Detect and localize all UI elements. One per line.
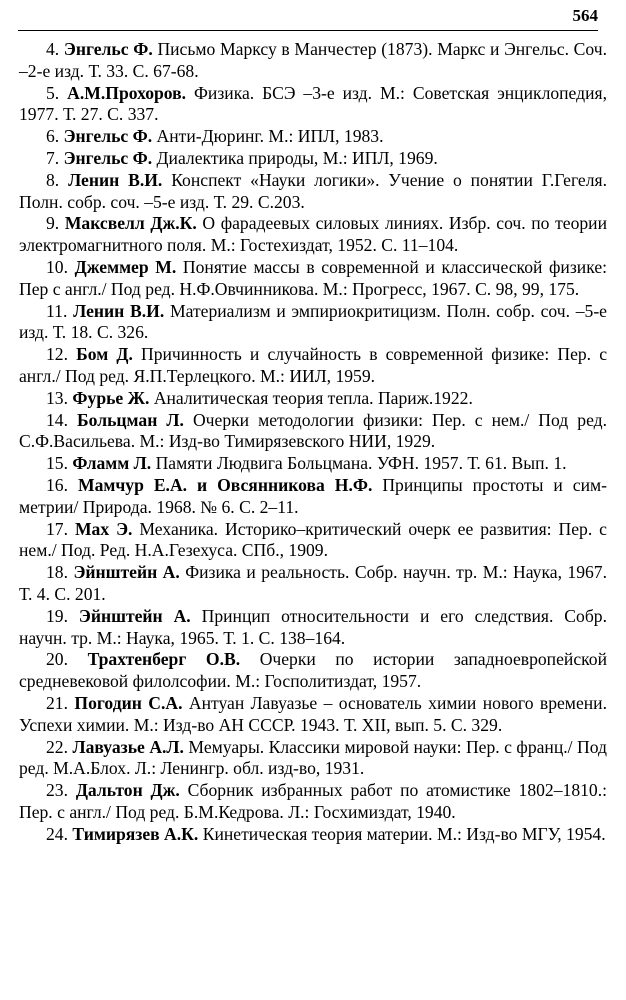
- reference-author: Мах Э.: [74, 518, 133, 539]
- reference-author: Ленин В.И.: [68, 169, 163, 190]
- reference-item: [19, 257, 607, 301]
- reference-number: 24.: [46, 823, 68, 844]
- reference-number: 5.: [46, 82, 60, 103]
- reference-author: Джеммер М.: [74, 256, 177, 277]
- reference-text: Физика. БСЭ –3-е изд. М.: Советская энциклопедия, 1977. Т. 27. С. 337.: [19, 82, 607, 125]
- reference-number: 6.: [46, 126, 60, 147]
- reference-item: [19, 170, 607, 214]
- reference-list: [19, 39, 607, 845]
- reference-item: [19, 780, 607, 824]
- reference-item: [19, 824, 607, 846]
- reference-text: Принцип относительности и его следствия. Собр. научн. тр. М.: Наука, 1965. Т. 1. С. 138–164.: [19, 605, 607, 648]
- reference-item: [19, 213, 607, 257]
- reference-text: Памяти Людвига Больцмана. УФН. 1957. Т. 61. Вып. 1.: [155, 453, 567, 474]
- reference-text: Диалектика природы, М.: ИПЛ, 1969.: [156, 147, 438, 168]
- reference-text: Принципы простоты и сим-метрии/ Природа. 1968. № 6. С. 2–11.: [19, 474, 608, 517]
- reference-item: [19, 83, 607, 127]
- reference-number: 18.: [46, 562, 68, 583]
- reference-number: 4.: [46, 39, 60, 59]
- reference-number: 17.: [46, 518, 68, 539]
- reference-number: 16.: [46, 474, 68, 495]
- reference-number: 19.: [46, 605, 68, 626]
- reference-number: 22.: [46, 736, 68, 757]
- reference-author: Фурье Ж.: [72, 387, 150, 408]
- reference-text: Очерки по истории западноевропейской средневековой филолсофии. М.: Госполитиздат, 1957.: [19, 649, 607, 692]
- reference-item: [19, 562, 607, 606]
- reference-author: Энгельс Ф.: [63, 39, 153, 59]
- reference-item: [19, 453, 607, 475]
- reference-text: Материализм и эмпириокритицизм. Полн. собр. соч. –5-е изд. Т. 18. С. 326.: [19, 300, 607, 343]
- reference-author: Фламм Л.: [72, 453, 152, 474]
- reference-number: 21.: [46, 692, 68, 713]
- reference-text: Мемуары. Классики мировой науки: Пер. с франц./ Под ред. М.А.Блох. Л.: Ленингр. обл. изд-во, 1931.: [19, 736, 607, 779]
- reference-author: Ленин В.И.: [73, 300, 165, 321]
- reference-text: Очерки методологии физики: Пер. с нем./ Под ред. С.Ф.Васильева. М.: Изд-во Тимирязевского НИИ, 1929.: [19, 409, 608, 452]
- reference-number: 7.: [46, 147, 60, 168]
- reference-text: Понятие массы в современной и классической физике: Пер с англ./ Под ред. Н.Ф.Овчинникова. М.: Прогресс, 1967. С. 98, 99, 175.: [19, 256, 608, 299]
- reference-text: Кинетическая теория материи. М.: Изд-во МГУ, 1954.: [202, 823, 606, 844]
- reference-text: Письмо Марксу в Манчестер (1873). Маркс и Энгельс. Соч. –2-е изд. Т. 33. С. 67-68.: [19, 39, 608, 81]
- reference-author: Энгельс Ф.: [63, 147, 153, 168]
- reference-item: [19, 410, 607, 454]
- reference-text: Анти-Дюринг. М.: ИПЛ, 1983.: [156, 126, 384, 147]
- reference-author: Тимирязев А.К.: [72, 823, 199, 844]
- reference-author: Лавуазье А.Л.: [72, 736, 184, 757]
- reference-author: Бом Д.: [76, 344, 133, 365]
- reference-author: Больцман Л.: [77, 409, 184, 430]
- reference-author: Эйнштейн А.: [78, 605, 191, 626]
- reference-author: Дальтон Дж.: [75, 780, 180, 801]
- reference-item: [19, 649, 607, 693]
- reference-number: 15.: [46, 453, 68, 474]
- reference-text: Антуан Лавуазье – основатель химии нового времени. Успехи химии. М.: Изд-во АН СССР. 1943. Т. XII, вып. 5. С. 329.: [19, 692, 607, 735]
- reference-author: Трахтенберг О.В.: [87, 649, 241, 670]
- reference-author: Энгельс Ф.: [63, 126, 153, 147]
- reference-item: [19, 388, 607, 410]
- reference-item: [19, 519, 607, 563]
- reference-item: [19, 606, 607, 650]
- reference-number: 13.: [46, 387, 68, 408]
- reference-author: Мамчур Е.А. и Овсянникова Н.Ф.: [77, 474, 373, 495]
- reference-author: Эйнштейн А.: [73, 562, 180, 583]
- reference-text: Причинность и случайность в современной физике: Пер. с англ./ Под ред. Я.П.Терлецкого. М.: ИИЛ, 1959.: [19, 344, 608, 386]
- reference-text: Механика. Историко–критический очерк ее развития: Пер. с нем./ Под. Ред. Н.А.Гезехуса. СПб., 1909.: [19, 518, 607, 561]
- reference-number: 10.: [46, 256, 68, 277]
- page-number: 564: [572, 6, 598, 25]
- reference-item: [19, 301, 607, 345]
- header-rule: [18, 30, 598, 31]
- reference-item: [19, 693, 607, 737]
- reference-number: 20.: [46, 649, 68, 670]
- reference-number: 12.: [46, 344, 68, 365]
- reference-item: [19, 344, 607, 388]
- reference-item: [19, 737, 607, 781]
- reference-number: 11.: [46, 300, 68, 321]
- reference-text: Аналитическая теория тепла. Париж.1922.: [153, 387, 473, 408]
- reference-item: [19, 475, 607, 519]
- reference-text: Конспект «Науки логики». Учение о понятии Г.Гегеля. Полн. собр. соч. –5-е изд. Т. 29. С.203.: [19, 169, 608, 212]
- reference-number: 9.: [46, 213, 60, 234]
- reference-author: Максвелл Дж.К.: [64, 213, 197, 234]
- reference-author: Погодин С.А.: [74, 692, 183, 713]
- reference-text: Сборник избранных работ по атомистике 1802–1810.: Пер. с англ./ Под ред. Б.М.Кедрова. Л.: Госхимиздат, 1940.: [19, 780, 607, 822]
- reference-item: [19, 39, 607, 83]
- reference-number: 23.: [46, 780, 68, 801]
- reference-item: [19, 148, 607, 170]
- reference-item: [19, 126, 607, 148]
- reference-number: 14.: [46, 409, 68, 430]
- reference-number: 8.: [46, 169, 60, 190]
- reference-text: О фарадеевых силовых линиях. Избр. соч. по теории электромагнитного поля. М.: Гостехиздат, 1952. С. 11–104.: [19, 213, 607, 256]
- reference-author: А.М.Прохоров.: [67, 82, 187, 103]
- reference-text: Физика и реальность. Собр. научн. тр. М.: Наука, 1967. Т. 4. С. 201.: [19, 562, 607, 604]
